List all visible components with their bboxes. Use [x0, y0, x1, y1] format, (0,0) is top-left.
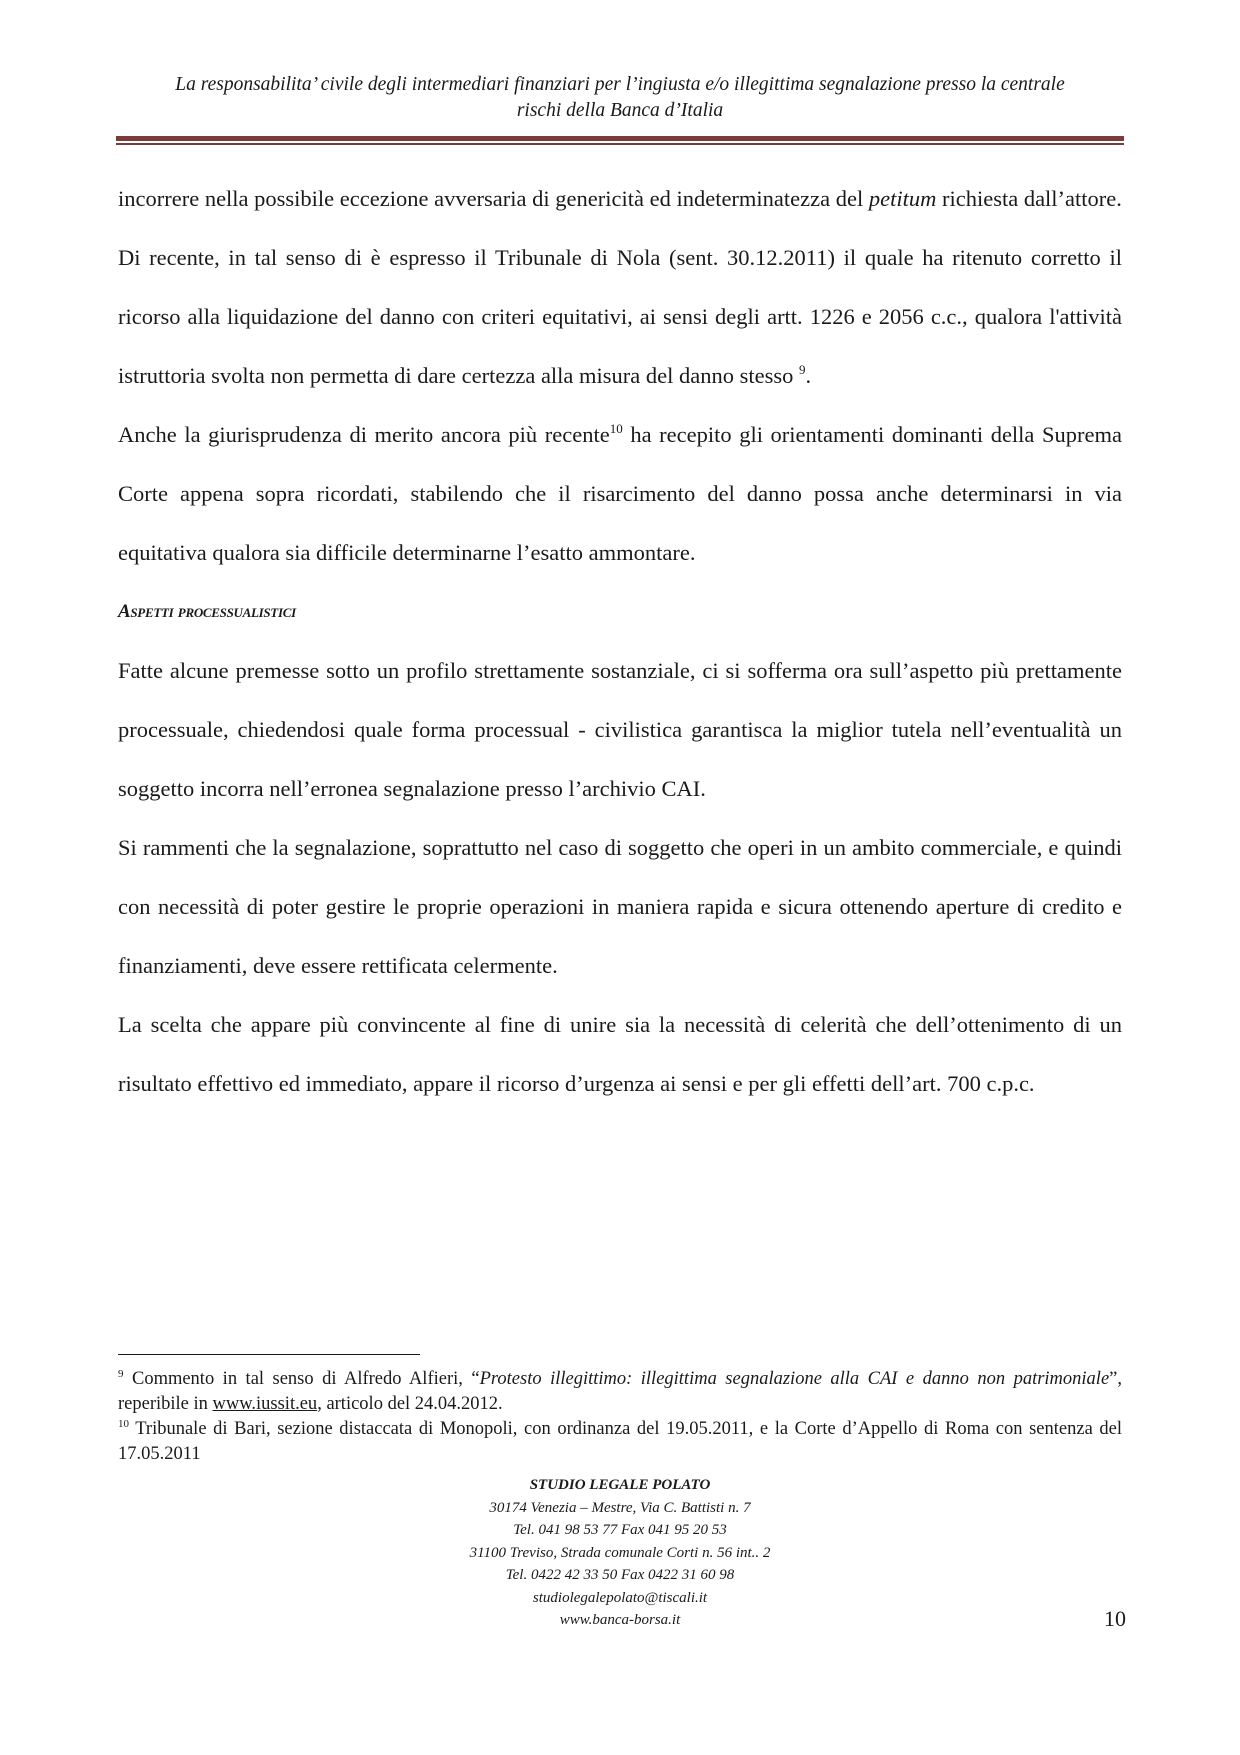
venezia-phone: Tel. 041 98 53 77 Fax 041 95 20 53 — [513, 1522, 727, 1538]
main-body — [118, 169, 1122, 1113]
studio-email[interactable]: studiolegalepolato@tiscali.it — [532, 1589, 708, 1606]
footnote-separator — [118, 1354, 420, 1355]
studio-website[interactable]: www.banca-borsa.it — [559, 1612, 681, 1628]
page-footer — [118, 1474, 1122, 1632]
paragraph-6: La scelta che appare più convincente al fine di unire sia la necessità di celerità che dell’ottenimento di un risultato effettivo ed immediato, appare il ricorso d’urgenza ai sensi e per gli effetti dell’art. 700 c.p.c. — [118, 1012, 1122, 1096]
header-title-line-2: rischi della Banca d’Italia — [516, 100, 724, 121]
header-rule-thin — [116, 143, 1124, 145]
studio-name: STUDIO LEGALE POLATO — [529, 1477, 711, 1493]
treviso-phone: Tel. 0422 42 33 50 Fax 0422 31 60 98 — [505, 1567, 735, 1583]
paragraph-2: Di recente, in tal senso di è espresso il Tribunale di Nola (sent. 30.12.2011) il quale ha ritenuto corretto il ricorso alla liquidazione del danno con criteri equitativi, ai sensi degli artt. 1226 e 2056 c.c., qualora l'attività istruttoria svolta non permetta di dare certezza alla misura del danno stesso $^9$. — [118, 245, 1122, 388]
footnote-10: $^{10}$ Tribunale di Bari, sezione distaccata di Monopoli, con ordinanza del 19.05.2011, e la Corte d’Appello di Roma con sentenza del 17.05.2011 — [118, 1418, 1122, 1464]
paragraph-4: Fatte alcune premesse sotto un profilo strettamente sostanziale, ci si sofferma ora sull’aspetto più prettamente processuale, chiedendosi quale forma processual - civilistica garantisca la miglior tutela nell’eventualità un soggetto incorra nell’erronea segnalazione presso l’archivio CAI. — [118, 658, 1122, 801]
header-rule-thick — [116, 136, 1124, 141]
footnotes — [118, 1367, 1122, 1467]
treviso-address: 31100 Treviso, Strada comunale Corti n. 56 int.. 2 — [469, 1544, 771, 1561]
footnote-ref-9[interactable]: 9 — [799, 362, 806, 377]
paragraph-5: Si rammenti che la segnalazione, soprattutto nel caso di soggetto che operi in un ambito commerciale, e quindi con necessità di poter gestire le proprie operazioni in maniera rapida e sicura ottenendo aperture di credito e finanziamenti, deve essere rettificata celermente. — [118, 835, 1122, 978]
header-title-line-1: La responsabilita’ civile degli intermediari finanziari per l’ingiusta e/o illegittima segnalazione presso la centrale — [175, 74, 1065, 95]
page-number: 10 — [1104, 1606, 1126, 1631]
section-heading: Aspetti processualistici — [118, 601, 296, 622]
iussit-link[interactable]: www.iussit.eu — [212, 1393, 318, 1414]
paragraph-3: Anche la giurisprudenza di merito ancora più recente$^{10}$ ha recepito gli orientamenti dominanti della Suprema Corte appena sopra ricordati, stabilendo che il risarcimento del danno possa anche determinarsi in via equitativa qualora sia difficile determinarne l’esatto ammontare. — [118, 421, 1122, 565]
venezia-address: 30174 Venezia – Mestre, Via C. Battisti n. 7 — [489, 1499, 751, 1516]
footnote-9: $^9$ Commento in tal senso di Alfredo Alfieri, “Protesto illegittimo: illegittima segnalazione alla CAI e danno non patrimoniale”, reperibile in www.iussit.eu, articolo del 24.04.2012. — [118, 1368, 1122, 1414]
running-header — [118, 72, 1122, 124]
petitum-term: petitum — [868, 186, 937, 211]
footnote-ref-10[interactable]: 10 — [609, 421, 623, 436]
paragraph-1: incorrere nella possibile eccezione avversaria di genericità ed indeterminatezza del petitum richiesta dall’attore. — [118, 186, 1122, 211]
